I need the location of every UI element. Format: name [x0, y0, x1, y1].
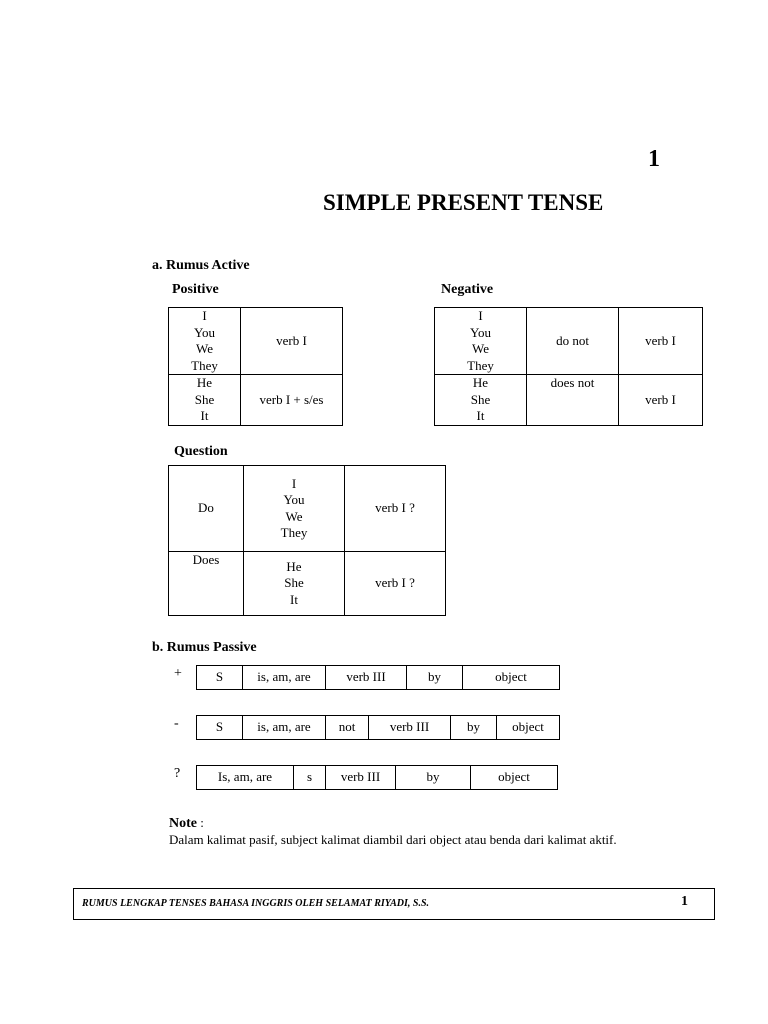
question-label: Question	[174, 444, 228, 459]
positive-group2-subjects: He She It	[169, 375, 241, 426]
question-group1-verb: verb I ?	[345, 466, 446, 552]
question-group2-aux: Does	[169, 552, 244, 616]
negative-group1-aux: do not	[527, 308, 619, 375]
negative-label: Negative	[441, 282, 494, 297]
passive-cell: s	[294, 766, 326, 790]
question-table	[168, 465, 446, 616]
question-group1-aux: Do	[169, 466, 244, 552]
positive-group1-verb: verb I	[241, 308, 343, 375]
passive-cell: Is, am, are	[197, 766, 294, 790]
passive-cell: is, am, are	[243, 666, 326, 690]
negative-group2-verb: verb I	[619, 375, 703, 426]
negative-group1-subjects: I You We They	[435, 308, 527, 375]
passive-cell: by	[407, 666, 463, 690]
passive-question-sign: ?	[174, 766, 181, 781]
question-group1-subjects: I You We They	[244, 466, 345, 552]
negative-group1-verb: verb I	[619, 308, 703, 375]
positive-group2-verb: verb I + s/es	[241, 375, 343, 426]
question-group2-subjects: He She It	[244, 552, 345, 616]
page-title: SIMPLE PRESENT TENSE	[323, 190, 604, 215]
passive-cell: verb III	[326, 766, 396, 790]
positive-label: Positive	[172, 282, 219, 297]
passive-cell: object	[497, 716, 560, 740]
note-text: Dalam kalimat pasif, subject kalimat diambil dari object atau benda dari kalimat aktif.	[169, 832, 617, 847]
page-footer	[73, 888, 715, 920]
negative-group2-aux: does not	[527, 375, 619, 426]
passive-cell: verb III	[369, 716, 451, 740]
passive-cell: object	[463, 666, 560, 690]
positive-group1-subjects: I You We They	[169, 308, 241, 375]
negative-table	[434, 307, 703, 426]
passive-heading: b. Rumus Passive	[152, 640, 257, 655]
active-heading: a. Rumus Active	[152, 258, 250, 273]
footer-text: RUMUS LENGKAP TENSES BAHASA INGGRIS OLEH SELAMAT RIYADI, S.S.	[82, 898, 430, 909]
passive-cell: S	[197, 716, 243, 740]
passive-cell: is, am, are	[243, 716, 326, 740]
question-group2-verb: verb I ?	[345, 552, 446, 616]
chapter-number: 1	[648, 146, 660, 172]
passive-cell: not	[326, 716, 369, 740]
passive-negative-sign: -	[174, 716, 179, 731]
passive-negative-table	[196, 715, 560, 740]
passive-positive-sign: +	[174, 666, 182, 681]
note-colon: :	[197, 815, 204, 830]
passive-positive-table	[196, 665, 560, 690]
footer-page-number: 1	[681, 894, 688, 909]
passive-cell: by	[451, 716, 497, 740]
note-heading	[169, 815, 204, 832]
passive-cell: S	[197, 666, 243, 690]
passive-question-table	[196, 765, 558, 790]
passive-cell: verb III	[326, 666, 407, 690]
passive-cell: by	[396, 766, 471, 790]
passive-cell: object	[471, 766, 558, 790]
positive-table	[168, 307, 343, 426]
negative-group2-subjects: He She It	[435, 375, 527, 426]
note-label: Note	[169, 816, 197, 831]
